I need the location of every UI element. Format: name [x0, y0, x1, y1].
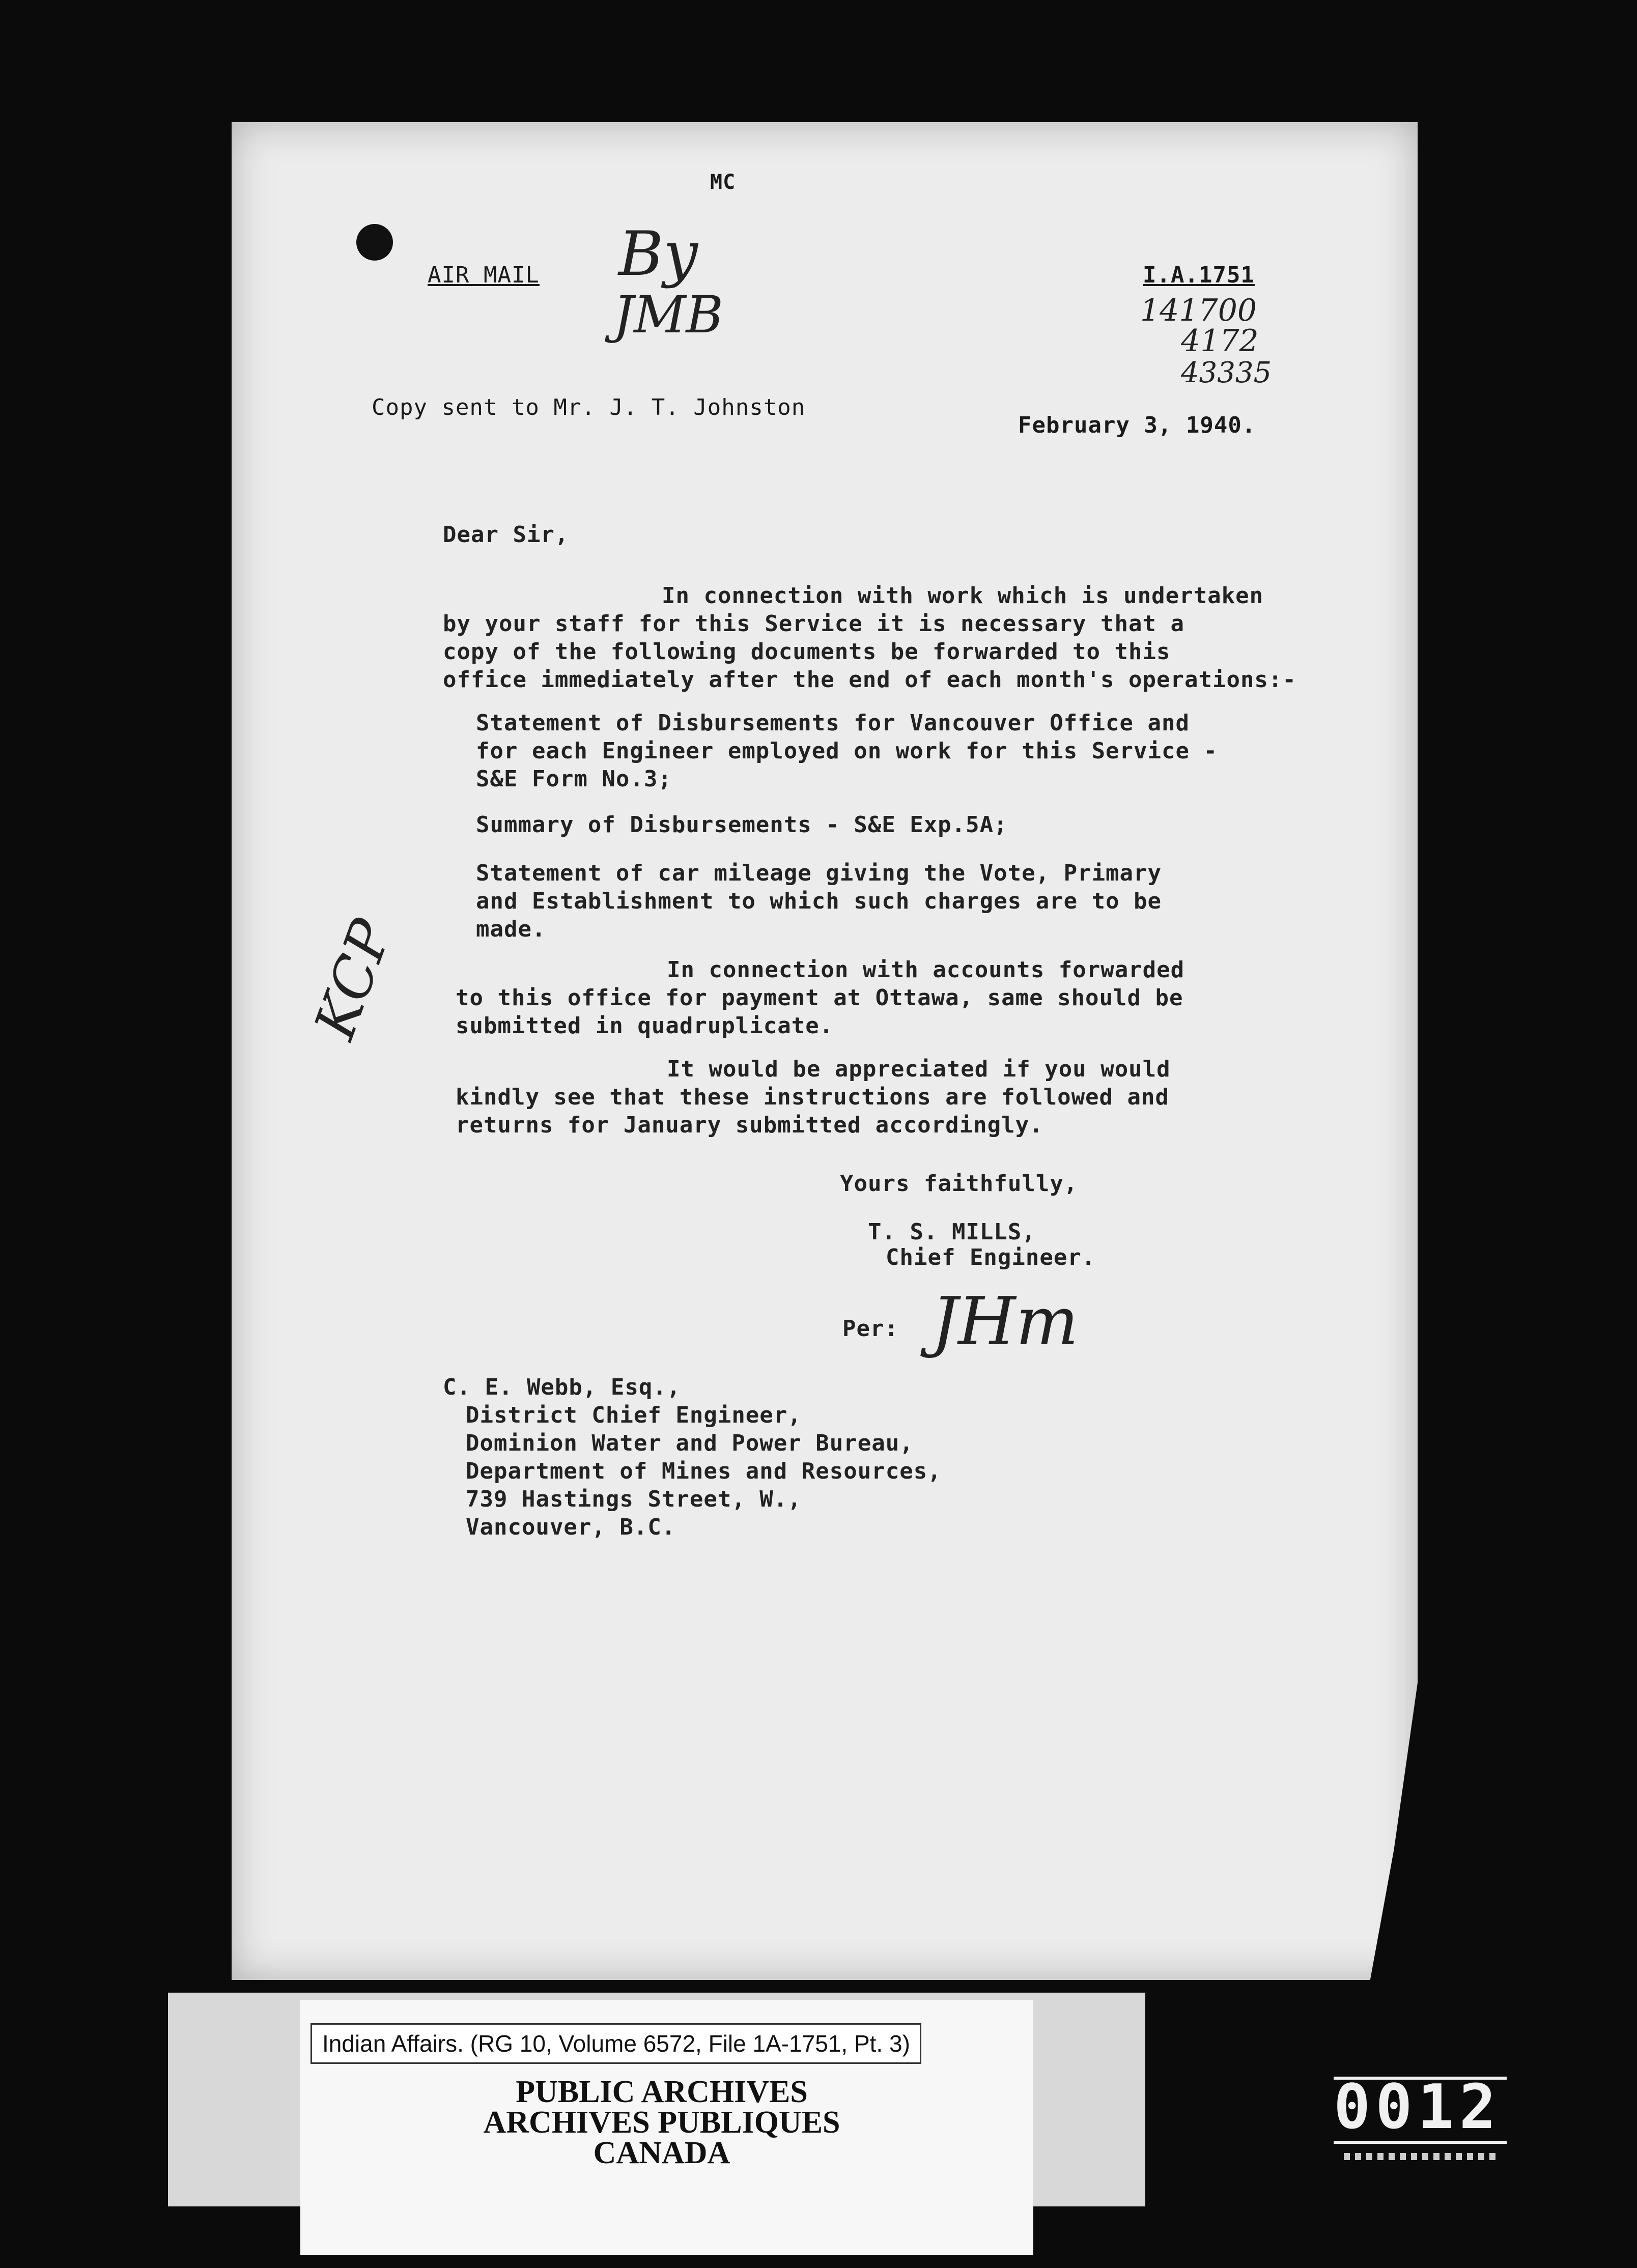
addressee-line: Dominion Water and Power Bureau,	[466, 1430, 914, 1456]
item3-line: and Establishment to which such charges are to be	[476, 888, 1162, 914]
addressee-line: 739 Hastings Street, W.,	[466, 1486, 802, 1512]
item2-line: Summary of Disbursements - S&E Exp.5A;	[476, 812, 1008, 838]
handwritten-by: By	[618, 219, 698, 290]
para3-line: It would be appreciated if you would	[667, 1056, 1171, 1082]
archive-line-1: PUBLIC ARCHIVES	[516, 2075, 808, 2109]
archive-reference: Indian Affairs. (RG 10, Volume 6572, File 1A-1751, Pt. 3)	[311, 2023, 921, 2064]
handwritten-ref-2: 4172	[1181, 323, 1259, 359]
frame-number: 0012	[1334, 2077, 1507, 2144]
margin-note: KCP	[301, 911, 405, 1047]
para1-line: by your staff for this Service it is necessary that a	[443, 611, 1184, 637]
archive-line-2: ARCHIVES PUBLIQUES	[483, 2105, 840, 2140]
addressee-line: Vancouver, B.C.	[466, 1514, 676, 1540]
item3-line: made.	[476, 916, 546, 942]
punch-hole	[356, 224, 393, 261]
addressee-line: District Chief Engineer,	[466, 1402, 802, 1428]
para3-line: returns for January submitted accordingly.	[456, 1112, 1043, 1138]
frame-number-tick-marks	[1344, 2153, 1497, 2160]
para2-line: submitted in quadruplicate.	[456, 1013, 834, 1039]
handwritten-ref-3: 43335	[1181, 356, 1272, 389]
typist-initials: MC	[710, 171, 736, 194]
handwritten-initials: JMB	[613, 285, 723, 345]
salutation: Dear Sir,	[443, 522, 569, 548]
archive-line-3: CANADA	[593, 2136, 730, 2170]
para1-line: office immediately after the end of each month's operations:-	[443, 667, 1296, 693]
addressee-line: C. E. Webb, Esq.,	[443, 1374, 681, 1400]
per-label: Per:	[842, 1316, 898, 1342]
para1-line: copy of the following documents be forwarded to this	[443, 639, 1171, 665]
para2-line: In connection with accounts forwarded	[667, 957, 1185, 983]
file-number: I.A.1751	[1143, 262, 1255, 288]
signer-name: T. S. MILLS,	[868, 1219, 1036, 1245]
para3-line: kindly see that these instructions are followed and	[456, 1084, 1170, 1110]
item1-line: Statement of Disbursements for Vancouver Office and	[476, 710, 1190, 736]
signature: JHm	[932, 1283, 1079, 1360]
para2-line: to this office for payment at Ottawa, same should be	[456, 985, 1183, 1011]
item1-line: for each Engineer employed on work for this Service -	[476, 738, 1218, 764]
signer-title: Chief Engineer.	[886, 1244, 1096, 1270]
item1-line: S&E Form No.3;	[476, 766, 672, 792]
letter-date: February 3, 1940.	[1018, 412, 1256, 438]
closing: Yours faithfully,	[840, 1171, 1078, 1197]
item3-line: Statement of car mileage giving the Vote, Primary	[476, 860, 1162, 886]
handwritten-ref-1: 141700	[1140, 293, 1257, 328]
addressee-line: Department of Mines and Resources,	[466, 1458, 942, 1484]
para1-line: In connection with work which is undertaken	[662, 583, 1264, 609]
copy-sent-note: Copy sent to Mr. J. T. Johnston	[372, 394, 806, 420]
air-mail-label: AIR MAIL	[428, 262, 540, 288]
